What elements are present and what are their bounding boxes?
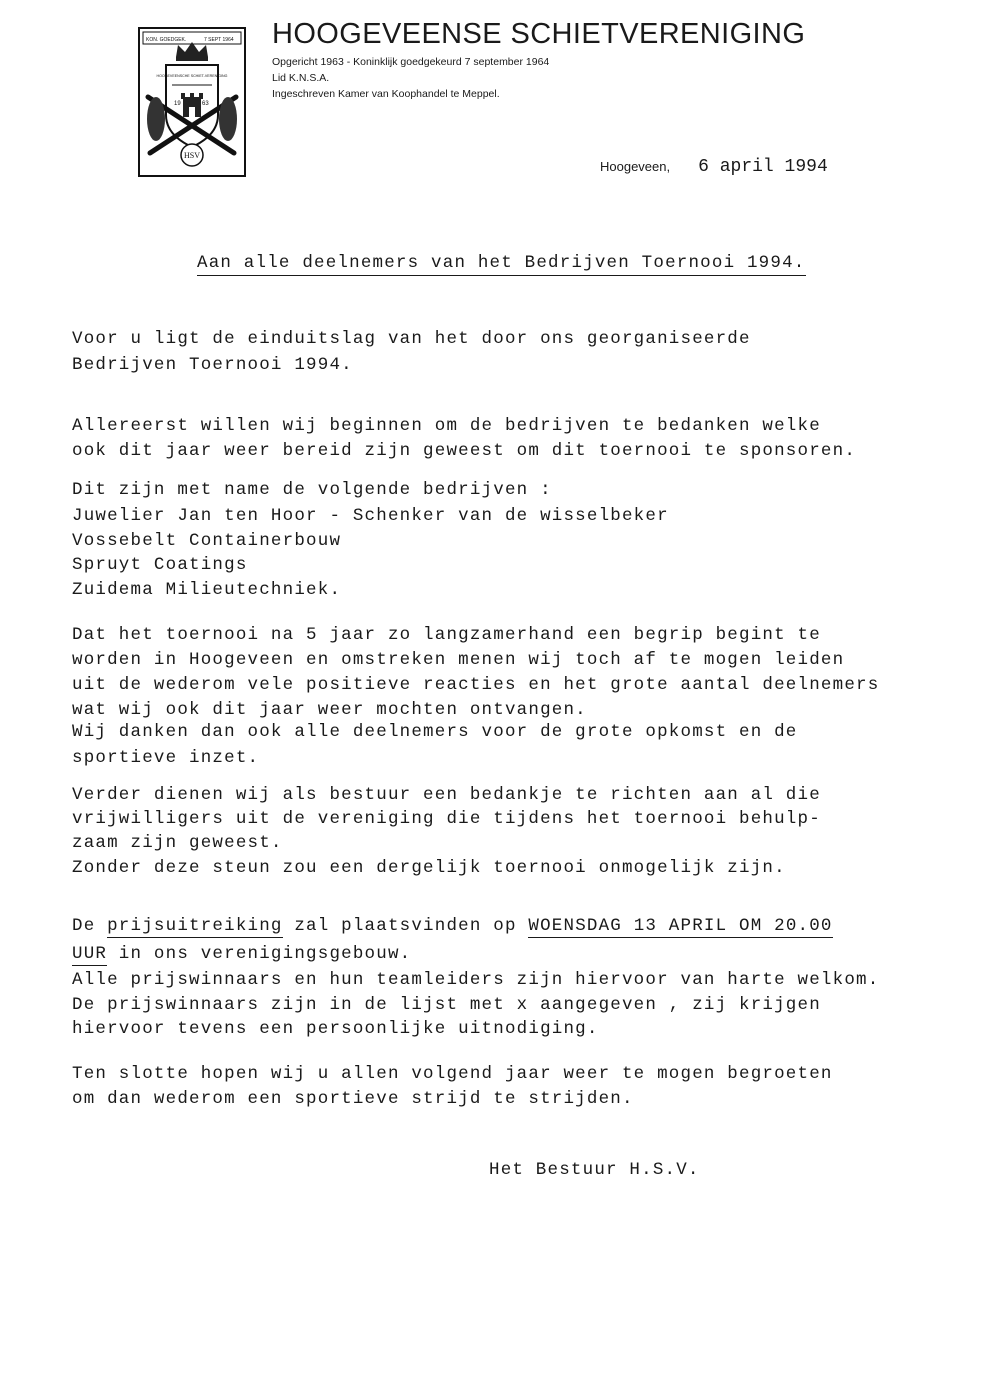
body-line: Voor u ligt de einduitslag van het door ons georganiseerde xyxy=(72,329,751,349)
emblem-monogram: HSV xyxy=(183,151,201,160)
body-line: Ten slotte hopen wij u allen volgend jaar weer te mogen begroeten xyxy=(72,1064,833,1084)
emblem-shield-text: HOOGEVEENSCHE SCHIET-VERENIGING xyxy=(156,74,228,78)
organization-name: HOOGEVEENSE SCHIETVERENIGING xyxy=(272,18,806,50)
prize-ceremony-line xyxy=(72,918,833,936)
body-line: Wij danken dan ook alle deelnemers voor de grote opkomst en de xyxy=(72,722,798,742)
body-line: uit de wederom vele positieve reacties en het grote aantal deelnemers xyxy=(72,675,880,695)
emblem-year-left: 19 xyxy=(174,101,181,107)
letter-place: Hoogeveen, xyxy=(600,159,671,174)
body-line: vrijwilligers uit de vereniging die tijdens het toernooi behulp- xyxy=(72,809,821,829)
body-line: Alle prijswinnaars en hun teamleiders zijn hiervoor van harte welkom. xyxy=(72,970,880,990)
emblem-banner-right: 7 SEPT 1964 xyxy=(204,37,234,43)
body-line: Verder dienen wij als bestuur een bedankje te richten aan al die xyxy=(72,785,821,805)
body-line: zaam zijn geweest. xyxy=(72,833,283,853)
sponsor-item: Vossebelt Containerbouw xyxy=(72,531,342,551)
body-line: Allereerst willen wij beginnen om de bedrijven te bedanken welke xyxy=(72,416,821,436)
emblem-year-right: 63 xyxy=(202,101,209,107)
membership-info: Lid K.N.S.A. xyxy=(272,72,330,84)
ceremony-datetime: WOENSDAG 13 APRIL OM 20.00 xyxy=(528,916,833,936)
signature: Het Bestuur H.S.V. xyxy=(489,1160,700,1180)
body-line: wat wij ook dit jaar weer mochten ontvangen. xyxy=(72,700,587,720)
place-and-date xyxy=(600,157,828,177)
prize-ceremony-label: prijsuitreiking xyxy=(107,916,283,936)
body-line: Bedrijven Toernooi 1994. xyxy=(72,355,353,375)
sponsor-item: Spruyt Coatings xyxy=(72,555,248,575)
body-line: ook dit jaar weer bereid zijn geweest om dit toernooi te sponsoren. xyxy=(72,441,857,461)
body-line: hiervoor tevens een persoonlijke uitnodiging. xyxy=(72,1019,599,1039)
sponsor-item: Juwelier Jan ten Hoor - Schenker van de wisselbeker xyxy=(72,506,669,526)
founding-info: Opgericht 1963 - Koninklijk goedgekeurd 7 september 1964 xyxy=(272,56,550,68)
letter-date: 6 april 1994 xyxy=(698,157,828,177)
body-line: Dat het toernooi na 5 jaar zo langzamerhand een begrip begint te xyxy=(72,625,821,645)
body-line: Zonder deze steun zou een dergelijk toernooi onmogelijk zijn. xyxy=(72,858,786,878)
registration-info: Ingeschreven Kamer van Koophandel te Meppel. xyxy=(272,88,500,100)
ceremony-time-unit: UUR xyxy=(72,944,108,964)
sponsor-item: Zuidema Milieutechniek. xyxy=(72,580,342,600)
body-text: in ons verenigingsgebouw. xyxy=(107,944,412,964)
body-line: De prijswinnaars zijn in de lijst met x aangegeven , zij krijgen xyxy=(72,995,821,1015)
emblem-banner-left: KON. GOEDGEK. xyxy=(146,37,187,43)
letter-subject: Aan alle deelnemers van het Bedrijven Toernooi 1994. xyxy=(197,255,806,276)
body-line: om dan wederom een sportieve strijd te strijden. xyxy=(72,1089,634,1109)
body-line: worden in Hoogeveen en omstreken menen wij toch af te mogen leiden xyxy=(72,650,845,670)
crown-icon xyxy=(176,42,208,61)
body-line: sportieve inzet. xyxy=(72,748,260,768)
club-emblem-logo xyxy=(138,27,246,177)
sponsors-intro: Dit zijn met name de volgende bedrijven : xyxy=(72,480,552,500)
body-text: De xyxy=(72,916,108,936)
body-text: zal plaatsvinden op xyxy=(282,916,529,936)
castle-icon xyxy=(181,93,203,117)
prize-ceremony-line xyxy=(72,946,411,964)
